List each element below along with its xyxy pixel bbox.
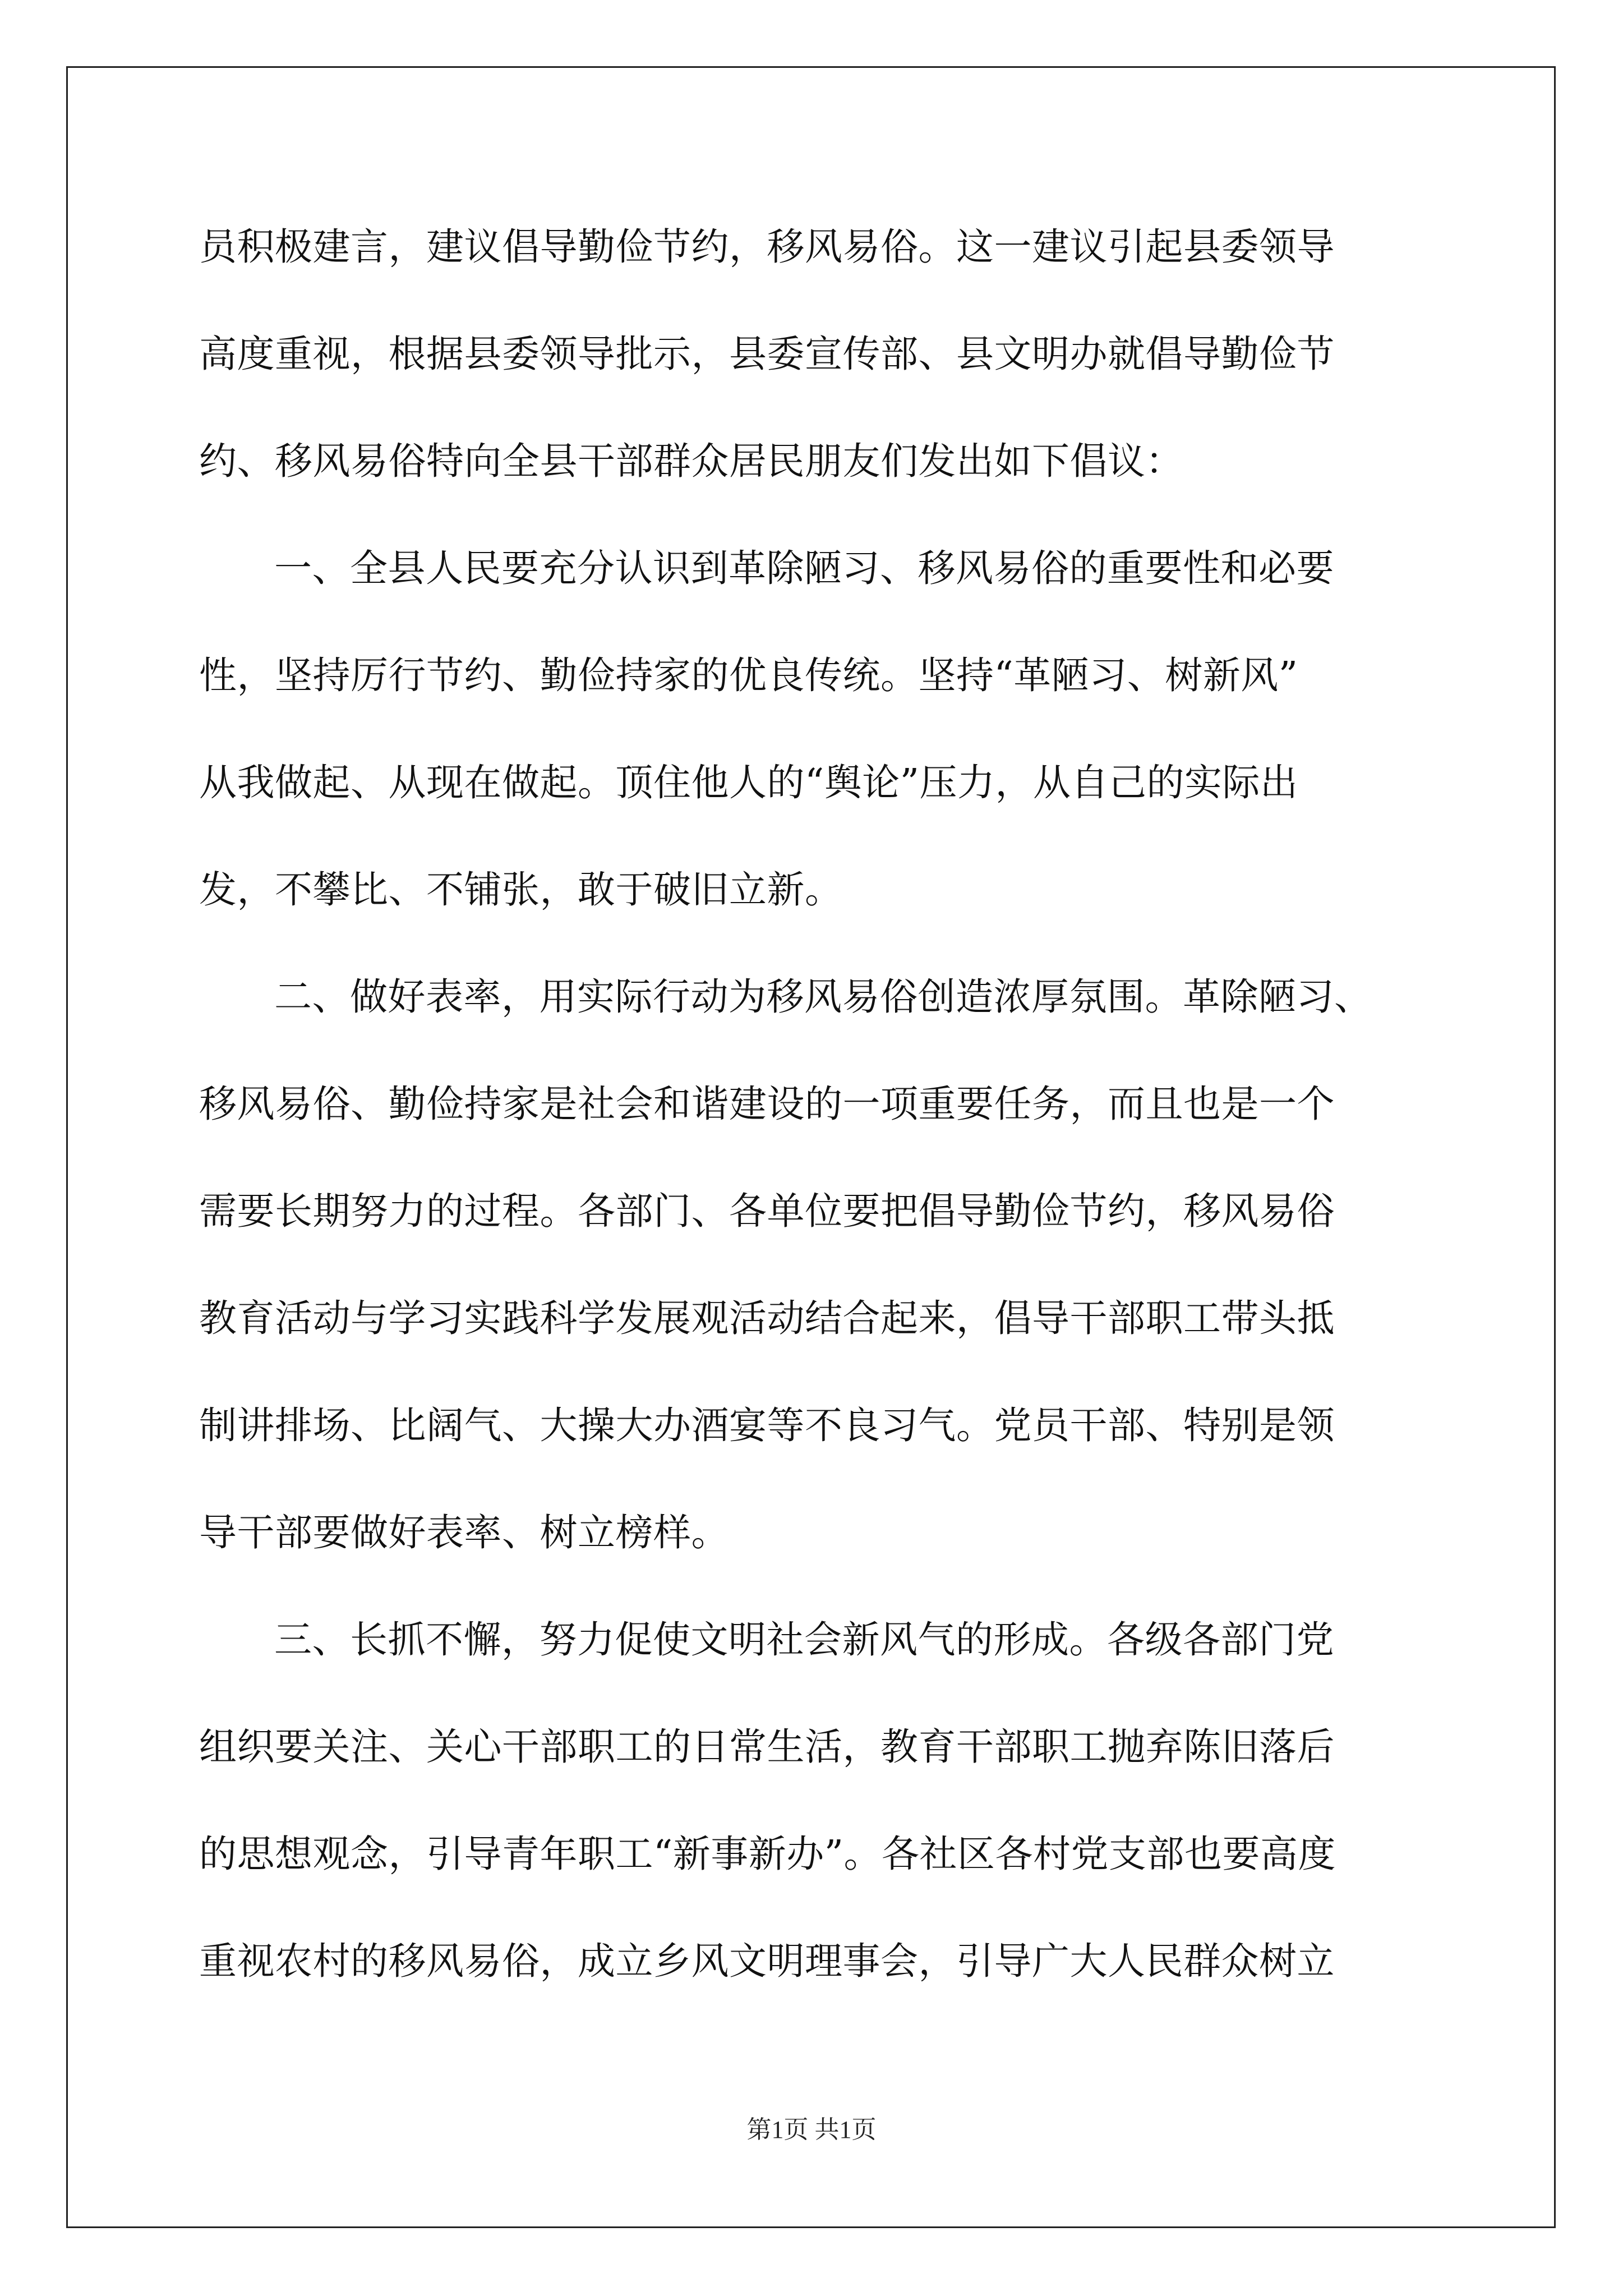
text-line: 约、移风易俗特向全县干部群众居民朋友们发出如下倡议： xyxy=(199,439,1183,483)
text-line: 从我做起、从现在做起。顶住他人的“舆论”压力，从自己的实际出 xyxy=(199,761,1298,804)
text-line: 移风易俗、勤俭持家是社会和谐建设的一项重要任务，而且也是一个 xyxy=(199,1082,1335,1126)
text-line: 需要长期努力的过程。各部门、各单位要把倡导勤俭节约，移风易俗 xyxy=(199,1189,1335,1233)
text-line: 性，坚持厉行节约、勤俭持家的优良传统。坚持“革陋习、树新风” xyxy=(199,654,1298,697)
page-number-footer: 第1页 共1页 xyxy=(746,2116,877,2143)
text-line: 教育活动与学习实践科学发展观活动结合起来，倡导干部职工带头抵 xyxy=(199,1296,1335,1340)
text-line: 重视农村的移风易俗，成立乡风文明理事会，引导广大人民群众树立 xyxy=(199,1939,1335,1983)
paragraph-three-start: 三、长抓不懈，努力促使文明社会新风气的形成。各级各部门党 xyxy=(274,1618,1334,1662)
text-line: 的思想观念，引导青年职工“新事新办”。各社区各村党支部也要高度 xyxy=(199,1832,1336,1876)
text-line: 导干部要做好表率、树立榜样。 xyxy=(199,1511,729,1554)
paragraph-one-start: 一、全县人民要充分认识到革除陋习、移风易俗的重要性和必要 xyxy=(274,546,1334,590)
paragraph-two-start: 二、做好表率，用实际行动为移风易俗创造浓厚氛围。革除陋习、 xyxy=(274,975,1372,1019)
text-line: 发，不攀比、不铺张，敢于破旧立新。 xyxy=(199,868,843,912)
text-line: 制讲排场、比阔气、大操大办酒宴等不良习气。党员干部、特别是领 xyxy=(199,1404,1335,1447)
text-line: 高度重视，根据县委领导批示，县委宣传部、县文明办就倡导勤俭节 xyxy=(199,332,1335,376)
document-body xyxy=(199,213,1433,2035)
text-line: 组织要关注、关心干部职工的日常生活，教育干部职工抛弃陈旧落后 xyxy=(199,1725,1335,1769)
text-line: 员积极建言，建议倡导勤俭节约，移风易俗。这一建议引起县委领导 xyxy=(199,225,1335,269)
